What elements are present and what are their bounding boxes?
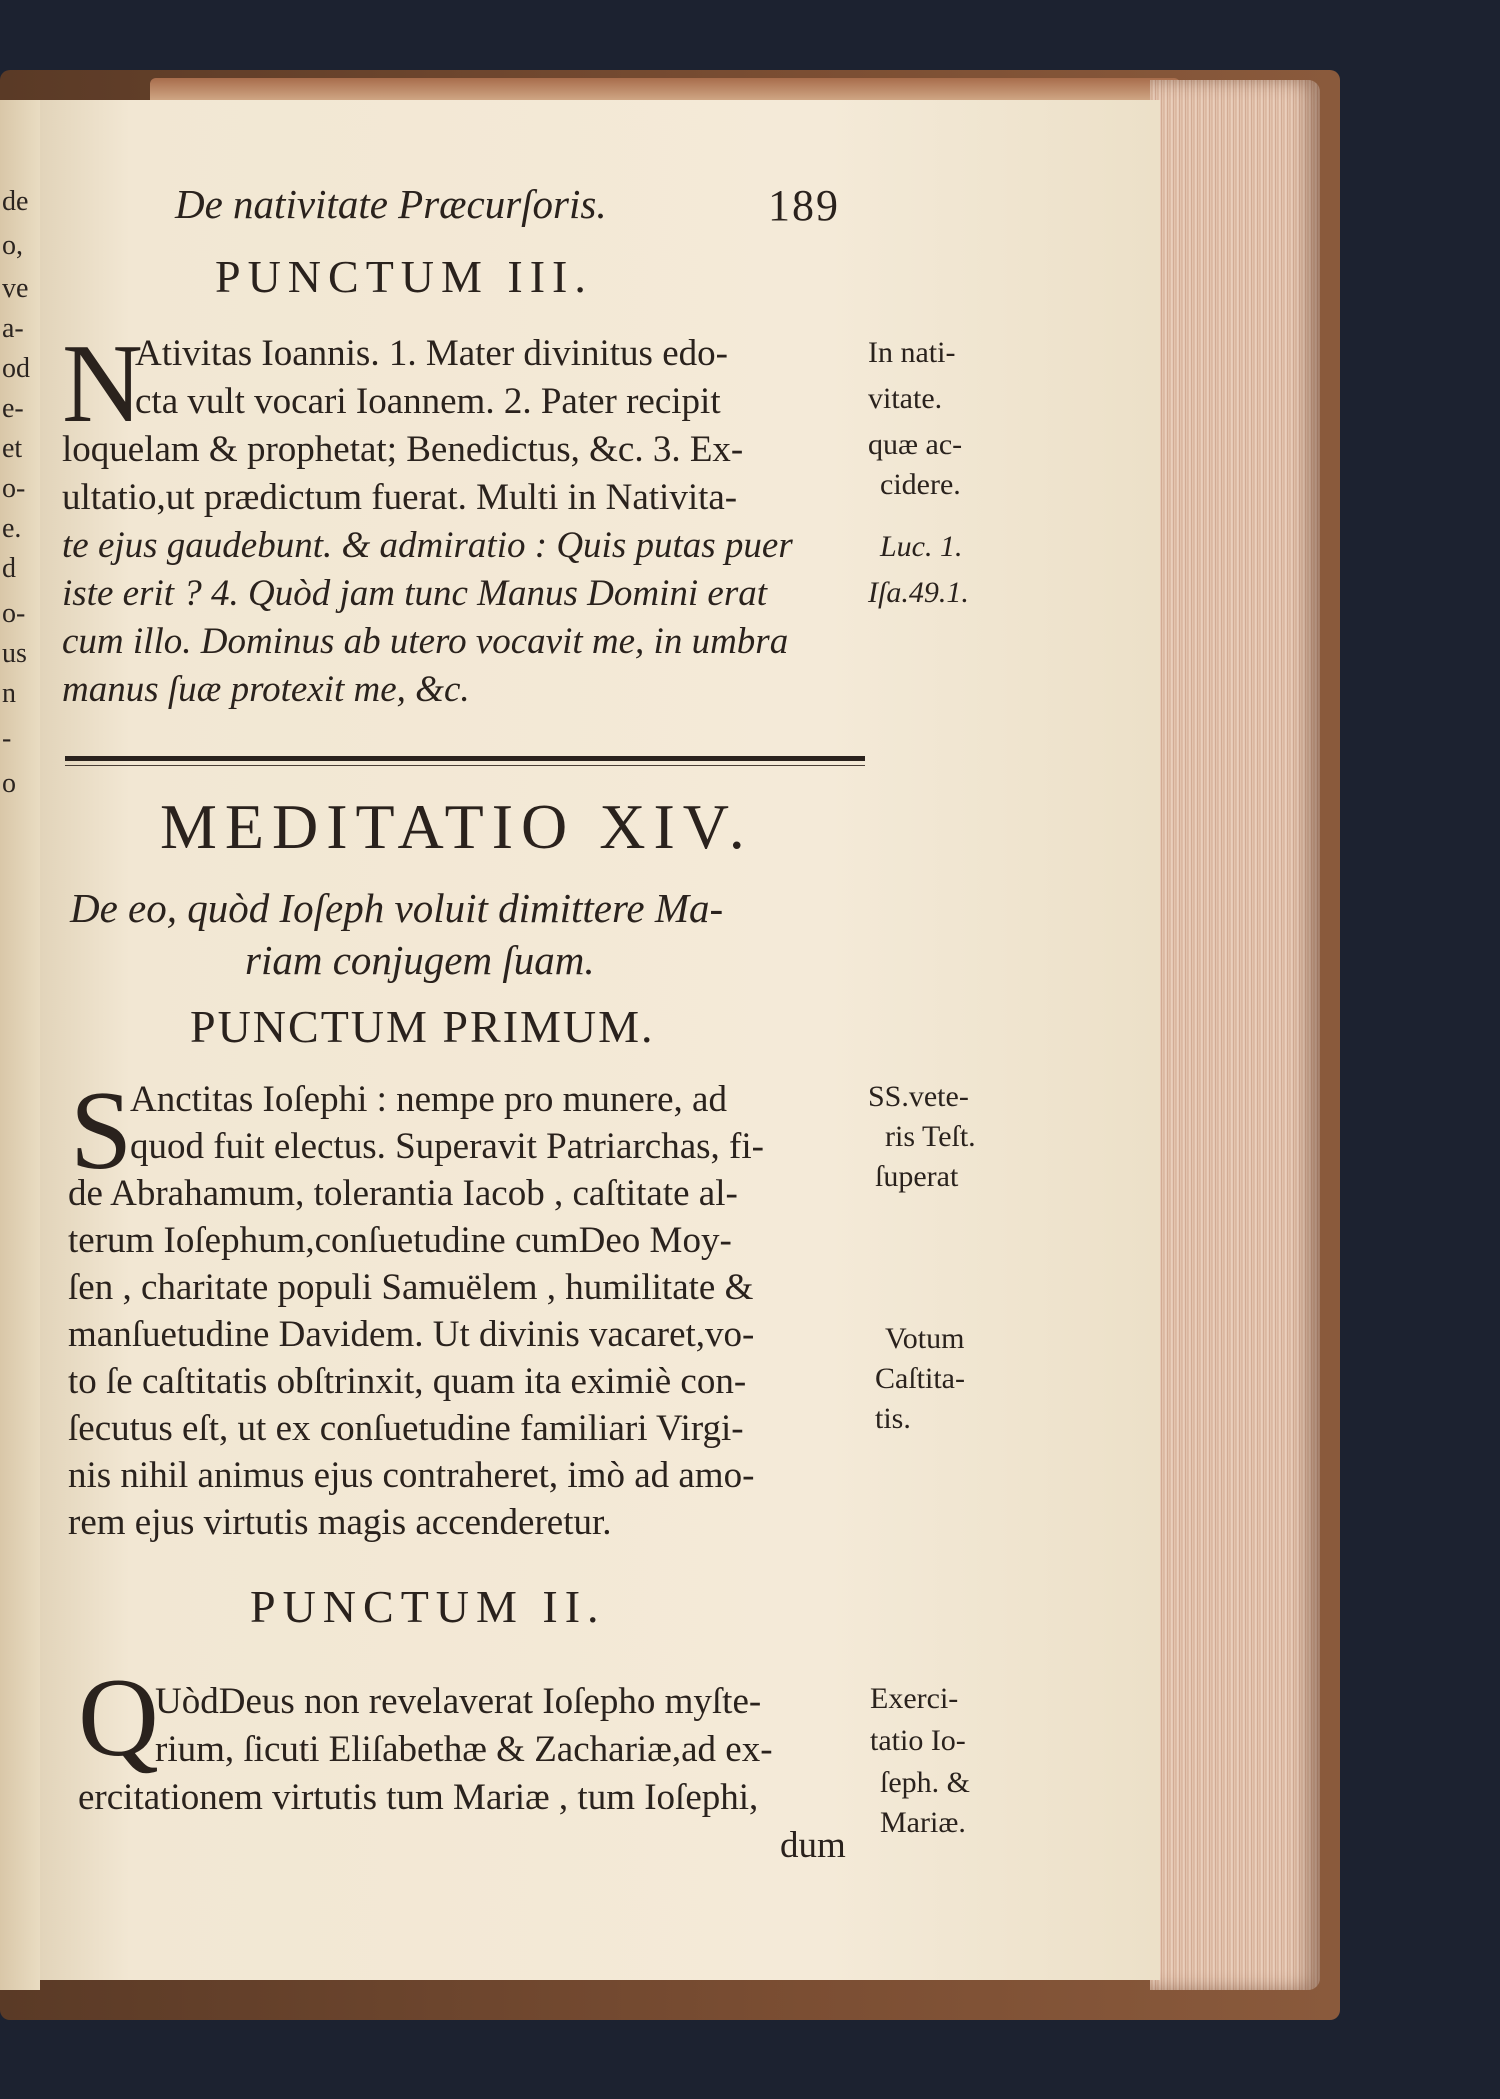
margin-note: Mariæ. xyxy=(880,1806,966,1839)
prev-fragment: d xyxy=(2,553,16,584)
margin-note: SS.vete- xyxy=(868,1080,969,1113)
prev-fragment: a- xyxy=(2,313,24,344)
margin-note: ſuperat xyxy=(875,1160,959,1193)
text-line: UòdDeus non revelaverat Ioſepho myſte- xyxy=(155,1681,762,1722)
margin-note: cidere. xyxy=(880,468,961,501)
margin-note: ſeph. & xyxy=(880,1766,970,1799)
margin-note: ris Teſt. xyxy=(885,1120,976,1153)
prev-fragment: n xyxy=(2,678,16,709)
drop-cap: N xyxy=(62,322,143,446)
margin-note: Votum xyxy=(885,1322,965,1355)
meditation-subtitle: De eo, quòd Ioſeph voluit dimittere Ma- xyxy=(70,885,724,931)
text-line: rem ejus virtutis magis accenderetur. xyxy=(68,1502,612,1543)
text-line: cum illo. Dominus ab utero vocavit me, in umbra xyxy=(62,621,789,662)
page-number: 189 xyxy=(768,181,840,230)
text-line: loquelam & prophetat; Benedictus, &c. 3. Ex- xyxy=(62,429,744,470)
text-line: Anctitas Ioſephi : nempe pro munere, ad xyxy=(130,1079,727,1120)
text-line: ercitationem virtutis tum Mariæ , tum Ioſephi, xyxy=(78,1777,759,1818)
text-line: manſuetudine Davidem. Ut divinis vacaret,vo- xyxy=(68,1314,755,1355)
section-heading: PUNCTUM PRIMUM. xyxy=(190,1001,655,1052)
prev-fragment: de xyxy=(2,186,29,217)
margin-note: Exerci- xyxy=(870,1682,959,1715)
section-rule-thin xyxy=(65,765,865,766)
book-page xyxy=(40,100,1160,1980)
running-header-title: De nativitate Præcurſoris. xyxy=(175,181,607,227)
text-line: ſen , charitate populi Samuëlem , humilitate & xyxy=(68,1267,754,1308)
margin-note: tis. xyxy=(875,1402,911,1435)
prev-fragment: o xyxy=(2,768,16,799)
text-line: manus ſuæ protexit me, &c. xyxy=(62,669,470,710)
page-block-edges xyxy=(1150,80,1320,1990)
text-line: iste erit ? 4. Quòd jam tunc Manus Domini erat xyxy=(62,573,768,614)
text-line: to ſe caſtitatis obſtrinxit, quam ita eximiè con- xyxy=(68,1361,747,1402)
margin-note: vitate. xyxy=(868,382,943,415)
text-line: cta vult vocari Ioannem. 2. Pater recipit xyxy=(135,381,721,422)
margin-note: quæ ac- xyxy=(868,428,963,461)
margin-note: Caſtita- xyxy=(875,1362,965,1395)
prev-fragment: e- xyxy=(2,393,24,424)
previous-page-edge xyxy=(0,100,40,1990)
margin-note: tatio Io- xyxy=(870,1724,966,1757)
section-heading: PUNCTUM II. xyxy=(250,1581,606,1632)
text-line: terum Ioſephum,conſuetudine cumDeo Moy- xyxy=(68,1220,732,1261)
text-line: de Abrahamum, tolerantia Iacob , caſtitate al- xyxy=(68,1173,738,1214)
prev-fragment: e. xyxy=(2,513,22,544)
text-line: ſecutus eſt, ut ex conſuetudine familiari Virgi- xyxy=(68,1408,744,1449)
drop-cap: S xyxy=(70,1069,133,1193)
prev-fragment: - xyxy=(2,723,12,754)
margin-note: In nati- xyxy=(868,336,956,369)
drop-cap: Q xyxy=(78,1656,159,1780)
section-heading: PUNCTUM III. xyxy=(215,251,593,302)
prev-fragment: o, xyxy=(2,230,23,261)
prev-fragment: us xyxy=(2,638,27,669)
prev-fragment: o- xyxy=(2,473,26,504)
text-line: nis nihil animus ejus contraheret, imò ad amo- xyxy=(68,1455,755,1496)
prev-fragment: ve xyxy=(2,273,29,304)
text-line: rium, ſicuti Eliſabethæ & Zachariæ,ad ex- xyxy=(155,1729,773,1770)
prev-fragment: od xyxy=(2,353,30,384)
meditation-subtitle: riam conjugem ſuam. xyxy=(245,937,595,983)
meditation-title: MEDITATIO XIV. xyxy=(160,791,753,862)
section-rule xyxy=(65,756,865,761)
margin-note: Luc. 1. xyxy=(880,530,963,563)
text-line: Ativitas Ioannis. 1. Mater divinitus edo- xyxy=(135,333,728,374)
text-line: ultatio,ut prædictum fuerat. Multi in Nativita- xyxy=(62,477,738,518)
margin-note: Iſa.49.1. xyxy=(868,576,969,609)
text-line: quod fuit electus. Superavit Patriarchas, fi- xyxy=(130,1126,764,1167)
prev-fragment: et xyxy=(2,433,23,464)
prev-fragment: o- xyxy=(2,598,26,629)
text-line: te ejus gaudebunt. & admiratio : Quis putas puer xyxy=(62,525,793,566)
catchword: dum xyxy=(780,1825,846,1866)
